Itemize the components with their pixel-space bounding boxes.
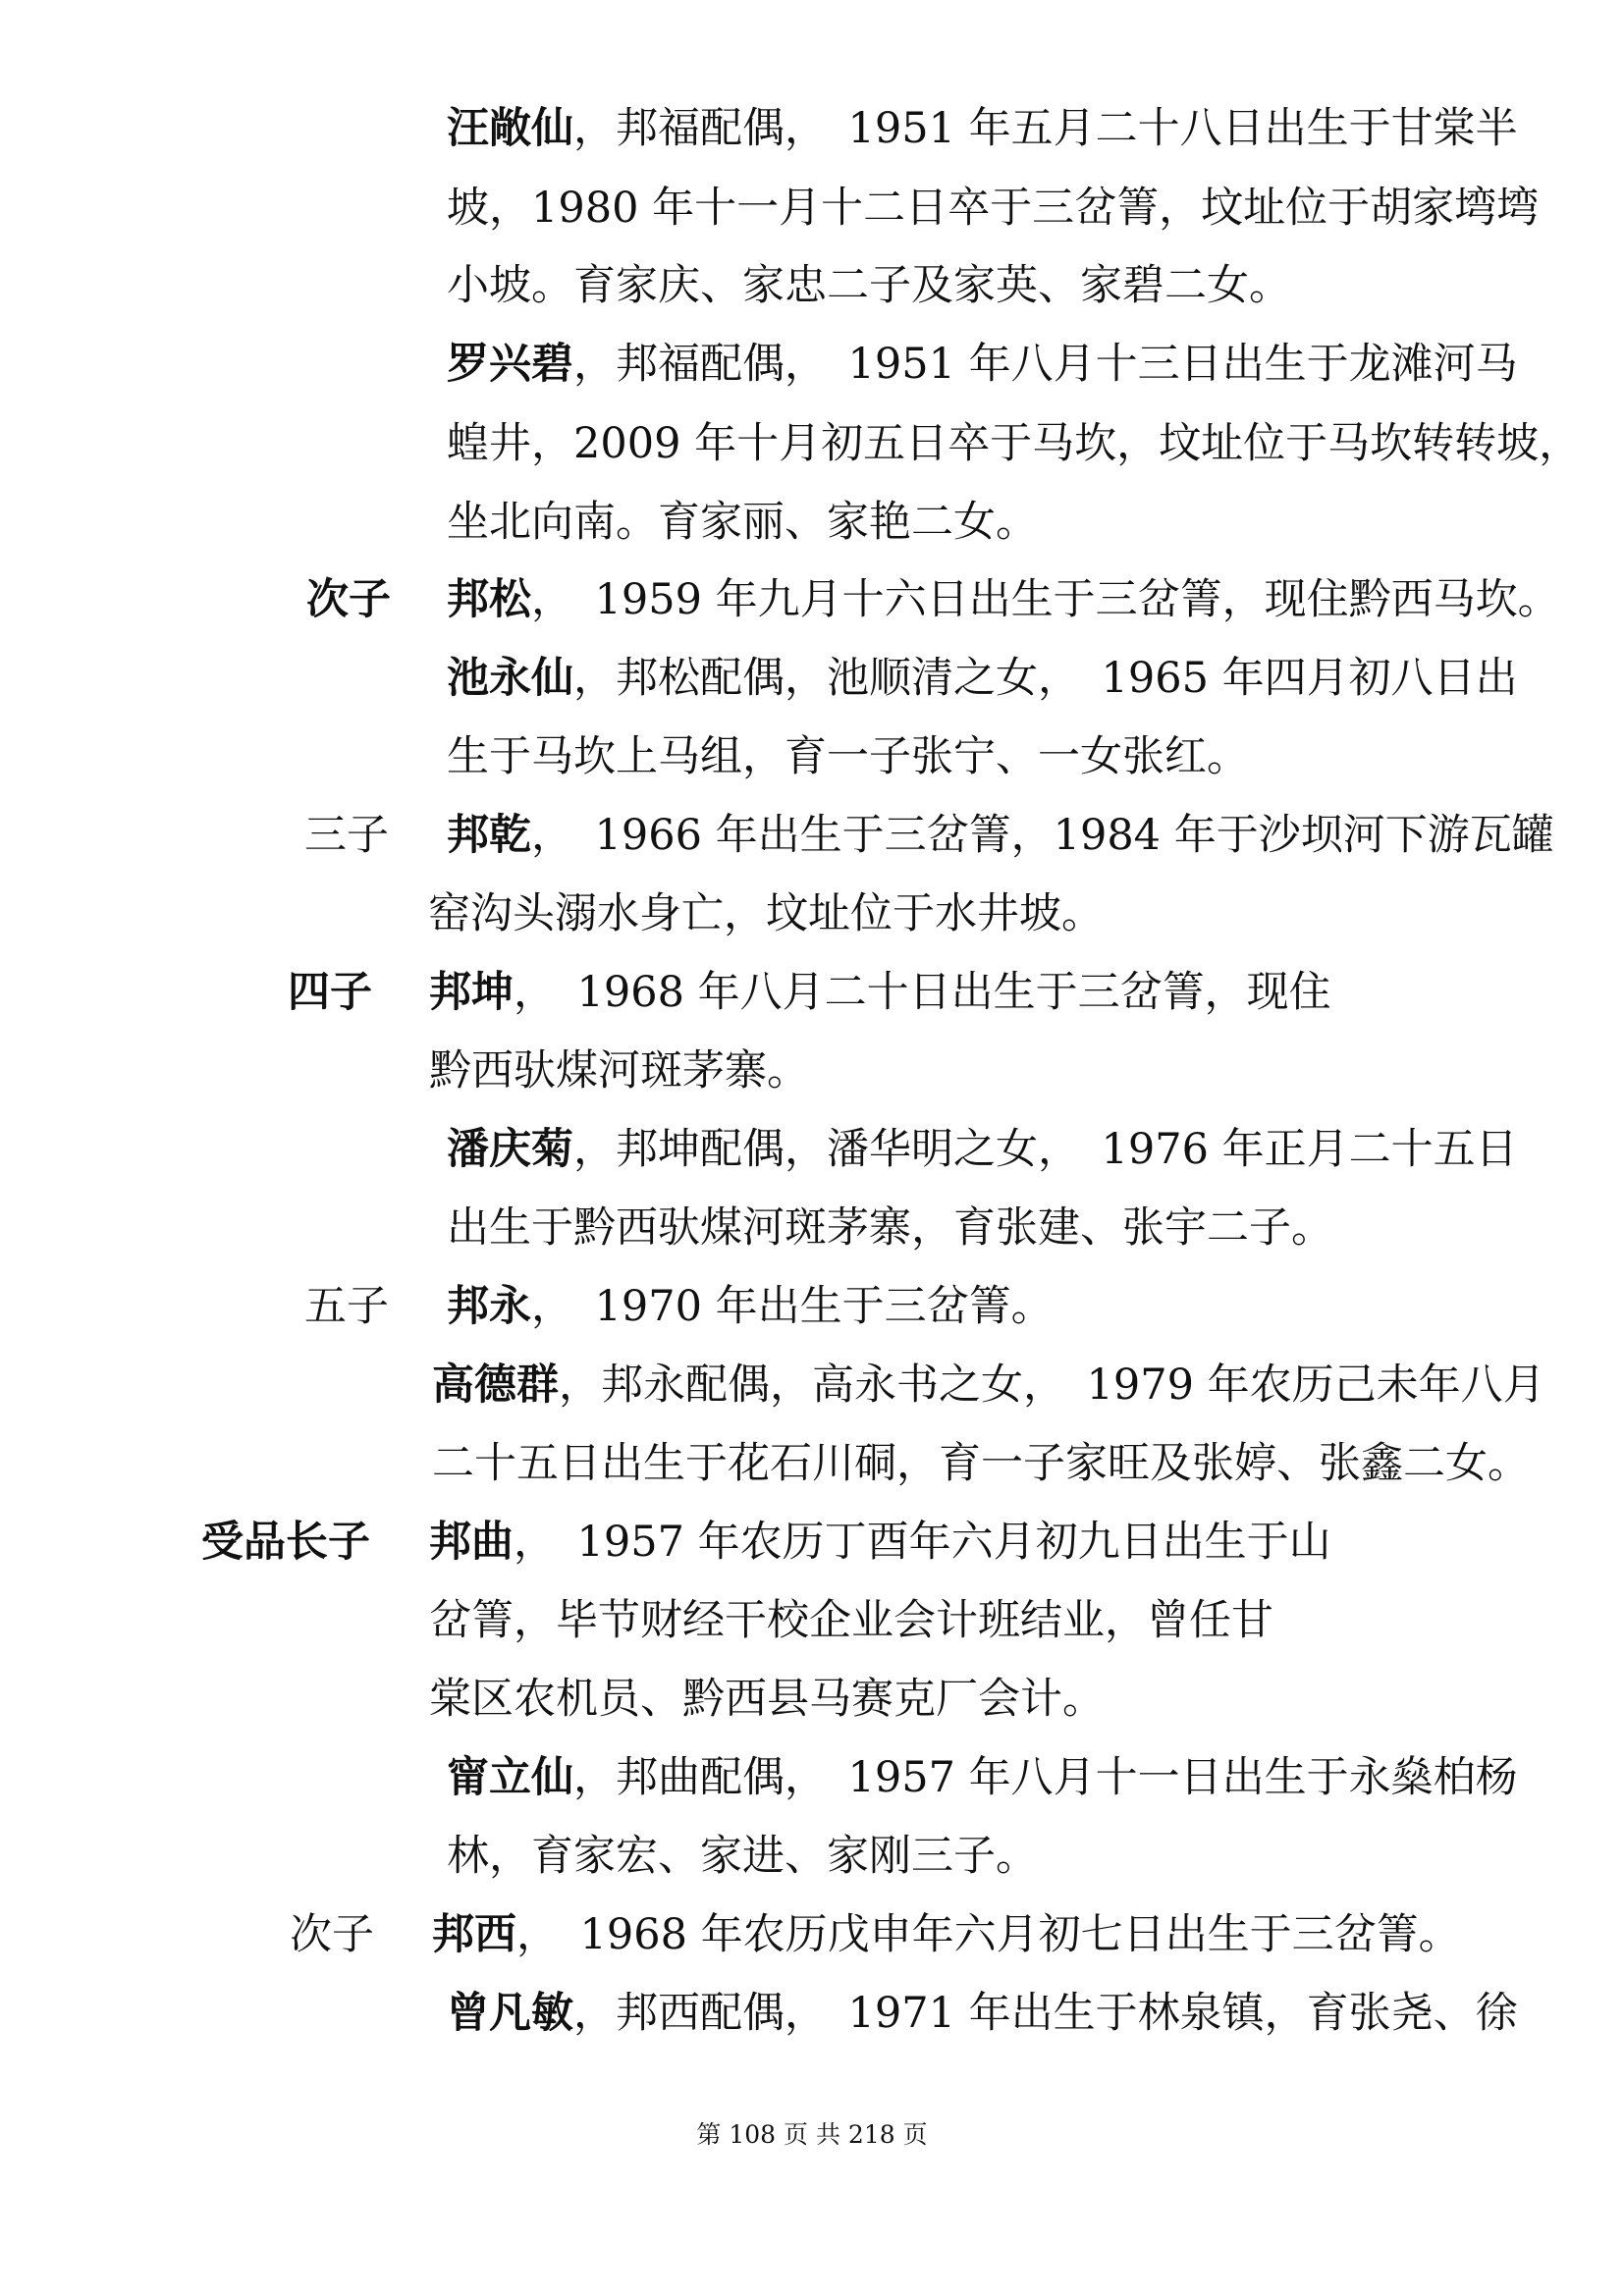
text-line — [447, 339, 1518, 390]
person-name: 汪敞仙 — [447, 104, 573, 153]
line-text: 林，育家宏、家进、家刚三子。 — [447, 1832, 1038, 1881]
rank-label: 次子 — [306, 575, 391, 624]
person-name: 邦坤 — [429, 968, 514, 1017]
rank-label: 四子 — [288, 968, 372, 1017]
line-text: 窑沟头溺水身亡，坟址位于水井坡。 — [428, 889, 1104, 938]
person-name: 罗兴碧 — [447, 340, 573, 389]
line-text: ，邦松配偶，池顺清之女， 1965 年四月初八日出 — [573, 654, 1518, 703]
person-name: 邦永 — [447, 1282, 531, 1331]
person-name: 曾凡敏 — [447, 1989, 573, 2038]
line-text: 岔箐，毕节财经干校企业会计班结业，曾任甘 — [429, 1596, 1273, 1645]
text-line — [447, 1752, 1518, 1803]
page-footer: 第 108 页 共 218 页 — [696, 2120, 928, 2149]
person-name: 邦曲 — [429, 1518, 514, 1567]
line-text: 棠区农机员、黔西县马赛克厂会计。 — [429, 1675, 1105, 1724]
line-text: ， 1970 年出生于三岔箐。 — [531, 1282, 1054, 1331]
line-text: ，邦福配偶， 1951 年八月十三日出生于龙滩河马 — [573, 340, 1518, 389]
line-text: 蝗井，2009 年十月初五日卒于马坎，坟址位于马坎转转坡， — [447, 419, 1582, 468]
text-line — [432, 1438, 1530, 1489]
person-name: 甯立仙 — [447, 1753, 573, 1802]
text-line — [447, 574, 1560, 625]
text-line — [447, 653, 1518, 704]
text-line — [447, 731, 1249, 782]
text-line — [429, 967, 1331, 1018]
text-line — [447, 418, 1581, 469]
text-line — [432, 1360, 1545, 1411]
line-text: ，邦福配偶， 1951 年五月二十八日出生于甘棠半 — [573, 104, 1518, 153]
line-text: 出生于黔西驮煤河斑茅寨，育张建、张宇二子。 — [447, 1203, 1333, 1253]
rank-label: 五子 — [304, 1282, 389, 1331]
line-text: ，邦西配偶， 1971 年出生于林泉镇，育张尧、徐 — [573, 1989, 1518, 2038]
text-line — [429, 1517, 1331, 1568]
text-line — [429, 1595, 1273, 1646]
line-text: 生于马坎上马组，育一子张宁、一女张红。 — [447, 732, 1249, 781]
line-text: ， 1957 年农历丁酉年六月初九日出生于山 — [514, 1518, 1331, 1567]
line-text: ， 1968 年农历戊申年六月初七日出生于三岔箐。 — [516, 1910, 1461, 1959]
text-line — [447, 497, 1038, 548]
line-text: ， 1959 年九月十六日出生于三岔箐，现住黔西马坎。 — [531, 575, 1560, 624]
person-name: 池永仙 — [447, 654, 573, 703]
line-text: 坐北向南。育家丽、家艳二女。 — [447, 498, 1038, 547]
text-line — [447, 810, 1554, 861]
line-text: 坡，1980 年十一月十二日卒于三岔箐，坟址位于胡家塆塆 — [447, 184, 1540, 233]
line-text: 二十五日出生于花石川硐，育一子家旺及张婷、张鑫二女。 — [432, 1439, 1530, 1488]
line-text: ，邦永配偶，高永书之女， 1979 年农历己未年八月 — [559, 1361, 1545, 1410]
text-line — [432, 1909, 1461, 1960]
rank-label: 三子 — [304, 811, 389, 860]
line-text: 小坡。育家庆、家忠二子及家英、家碧二女。 — [447, 261, 1291, 310]
line-text: 黔西驮煤河斑茅寨。 — [429, 1046, 809, 1095]
rank-label: 受品长子 — [201, 1518, 370, 1567]
text-line — [447, 1202, 1333, 1254]
text-line — [447, 183, 1539, 234]
person-name: 高德群 — [432, 1361, 559, 1410]
line-text: ，邦曲配偶， 1957 年八月十一日出生于永燊柏杨 — [573, 1753, 1518, 1802]
line-text: ， 1966 年出生于三岔箐，1984 年于沙坝河下游瓦罐 — [531, 811, 1554, 860]
text-line — [447, 1281, 1054, 1332]
text-line — [429, 1045, 809, 1096]
person-name: 邦西 — [432, 1910, 516, 1959]
text-line — [447, 103, 1518, 154]
rank-label: 次子 — [290, 1910, 374, 1959]
text-line — [429, 1674, 1105, 1725]
person-name: 潘庆菊 — [447, 1125, 573, 1174]
text-line — [447, 1124, 1518, 1175]
text-line — [447, 1988, 1518, 2039]
line-text: ， 1968 年八月二十日出生于三岔箐，现住 — [514, 968, 1331, 1017]
line-text: ，邦坤配偶，潘华明之女， 1976 年正月二十五日 — [573, 1125, 1518, 1174]
person-name: 邦乾 — [447, 811, 531, 860]
person-name: 邦松 — [447, 575, 531, 624]
text-line — [447, 260, 1291, 311]
text-line — [428, 888, 1104, 939]
text-line — [447, 1831, 1038, 1882]
